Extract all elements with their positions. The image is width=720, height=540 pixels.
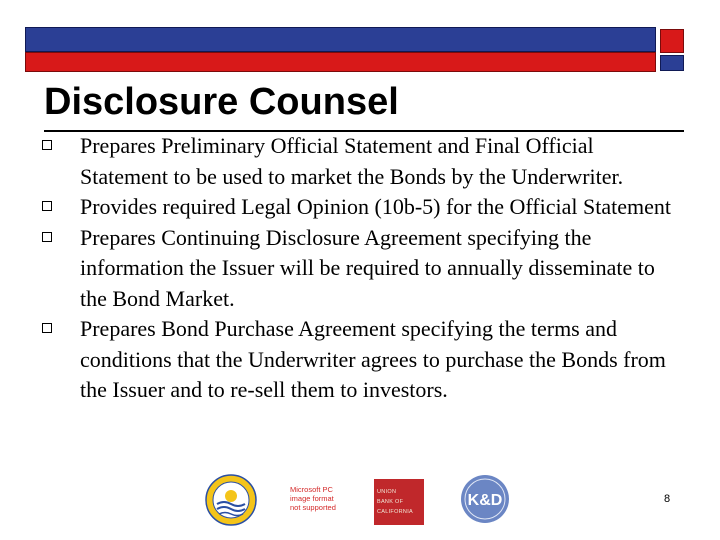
page-number: 8 xyxy=(664,493,671,505)
slide-title: Disclosure Counsel xyxy=(44,81,399,123)
bullet-text: Provides required Legal Opinion (10b-5) for the Official Statement xyxy=(80,194,671,219)
bullet-text: Prepares Preliminary Official Statement and Final Official Statement to be used to market the Bonds by the Underwriter. xyxy=(80,133,624,189)
image-placeholder xyxy=(290,485,352,521)
header-bar-red xyxy=(25,52,656,72)
bullet-item xyxy=(42,192,682,223)
hollow-square-bullet-icon xyxy=(42,201,52,211)
bank-logo-line: BANK OF xyxy=(377,499,404,505)
bullet-text: Prepares Continuing Disclosure Agreement specifying the information the Issuer will be required to annually disseminate to the Bond Market. xyxy=(80,224,655,311)
hollow-square-bullet-icon xyxy=(42,140,52,150)
bank-logo-line: CALIFORNIA xyxy=(377,509,414,515)
bank-logo-line: UNION xyxy=(377,489,397,495)
header-square-blue xyxy=(660,55,684,71)
knd-logo xyxy=(460,474,510,524)
hollow-square-bullet-icon xyxy=(42,232,52,242)
header-square-red xyxy=(660,29,684,53)
seal-logo xyxy=(205,474,257,526)
placeholder-line: not supported xyxy=(290,503,336,512)
bullet-item xyxy=(42,314,682,406)
hollow-square-bullet-icon xyxy=(42,323,52,333)
placeholder-line: Microsoft PC xyxy=(290,485,333,494)
placeholder-line: image format xyxy=(290,494,334,503)
header-bar-blue xyxy=(25,27,656,52)
bullet-item xyxy=(42,223,682,315)
bullet-list xyxy=(42,131,682,406)
bullet-item xyxy=(42,131,682,192)
bullet-text: Prepares Bond Purchase Agreement specifying the terms and conditions that the Underwriter agrees to purchase the Bonds from the Issuer and to re-sell them to investors. xyxy=(80,316,666,402)
knd-logo-text: K&D xyxy=(467,492,503,509)
bank-logo xyxy=(374,479,424,525)
